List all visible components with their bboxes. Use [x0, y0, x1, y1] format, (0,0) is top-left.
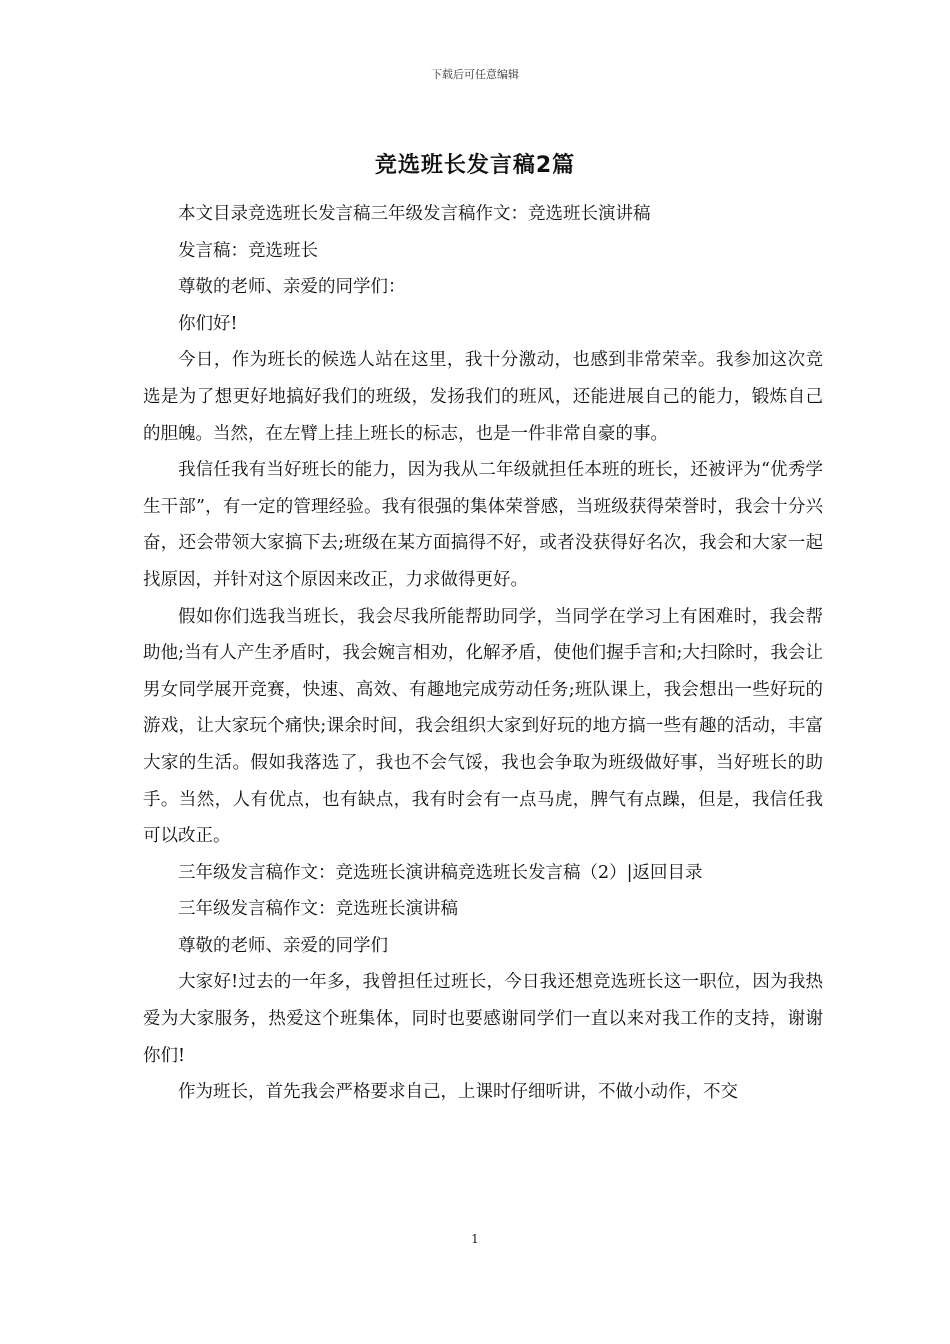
- paragraph-greeting: 尊敬的老师、亲爱的同学们：: [178, 277, 406, 298]
- paragraph-greeting: 尊敬的老师、亲爱的同学们: [178, 935, 388, 956]
- document-body: [143, 196, 823, 1111]
- document-title: 竞选班长发言稿2篇: [374, 153, 576, 178]
- header-note: 下载后可任意编辑: [431, 68, 519, 81]
- paragraph-section-heading: 三年级发言稿作文：竞选班长演讲稿竞选班长发言稿（2）|返回目录: [178, 862, 703, 883]
- paragraph-body: 假如你们选我当班长，我会尽我所能帮助同学，当同学在学习上有困难时，我会帮助他;当有人产生矛盾时，我会婉言相劝，化解矛盾，使他们握手言和;大扫除时，我会让男女同学展开竞赛，快速、高效、有趣地完成劳动任务;班队课上，我会想出一些好玩的游戏，让大家玩个痛快;课余时间，我会组织大家到好玩的地方搞一些有趣的活动，丰富大家的生活。假如我落选了，我也不会气馁，我也会争取为班级做好事，当好班长的助手。当然，人有优点，也有缺点，我有时会有一点马虎，脾气有点躁，但是，我信任我可以改正。: [143, 606, 823, 847]
- page-number: 1: [471, 1232, 479, 1246]
- paragraph-subtitle: 发言稿：竞选班长: [178, 240, 318, 261]
- paragraph-body: 今日，作为班长的候选人站在这里，我十分激动，也感到非常荣幸。我参加这次竞选是为了想更好地搞好我们的班级，发扬我们的班风，还能进展自己的能力，锻炼自己的胆魄。当然，在左臂上挂上班长的标志，也是一件非常自豪的事。: [143, 350, 823, 444]
- paragraph-body: 我信任我有当好班长的能力，因为我从二年级就担任本班的班长，还被评为“优秀学生干部”，有一定的管理经验。我有很强的集体荣誉感，当班级获得荣誉时，我会十分兴奋，还会带领大家搞下去;班级在某方面搞得不好，或者没获得好名次，我会和大家一起找原因，并针对这个原因来改正，力求做得更好。: [143, 460, 823, 590]
- paragraph-body: 作为班长，首先我会严格要求自己，上课时仔细听讲，不做小动作，不交: [178, 1082, 738, 1103]
- paragraph-body: 大家好!过去的一年多，我曾担任过班长，今日我还想竞选班长这一职位，因为我热爱为大家服务，热爱这个班集体，同时也要感谢同学们一直以来对我工作的支持，谢谢你们!: [143, 972, 823, 1066]
- paragraph-toc: 本文目录竞选班长发言稿三年级发言稿作文：竞选班长演讲稿: [178, 204, 651, 224]
- paragraph-subtitle: 三年级发言稿作文：竞选班长演讲稿: [178, 899, 458, 920]
- paragraph-hello: 你们好!: [178, 313, 238, 334]
